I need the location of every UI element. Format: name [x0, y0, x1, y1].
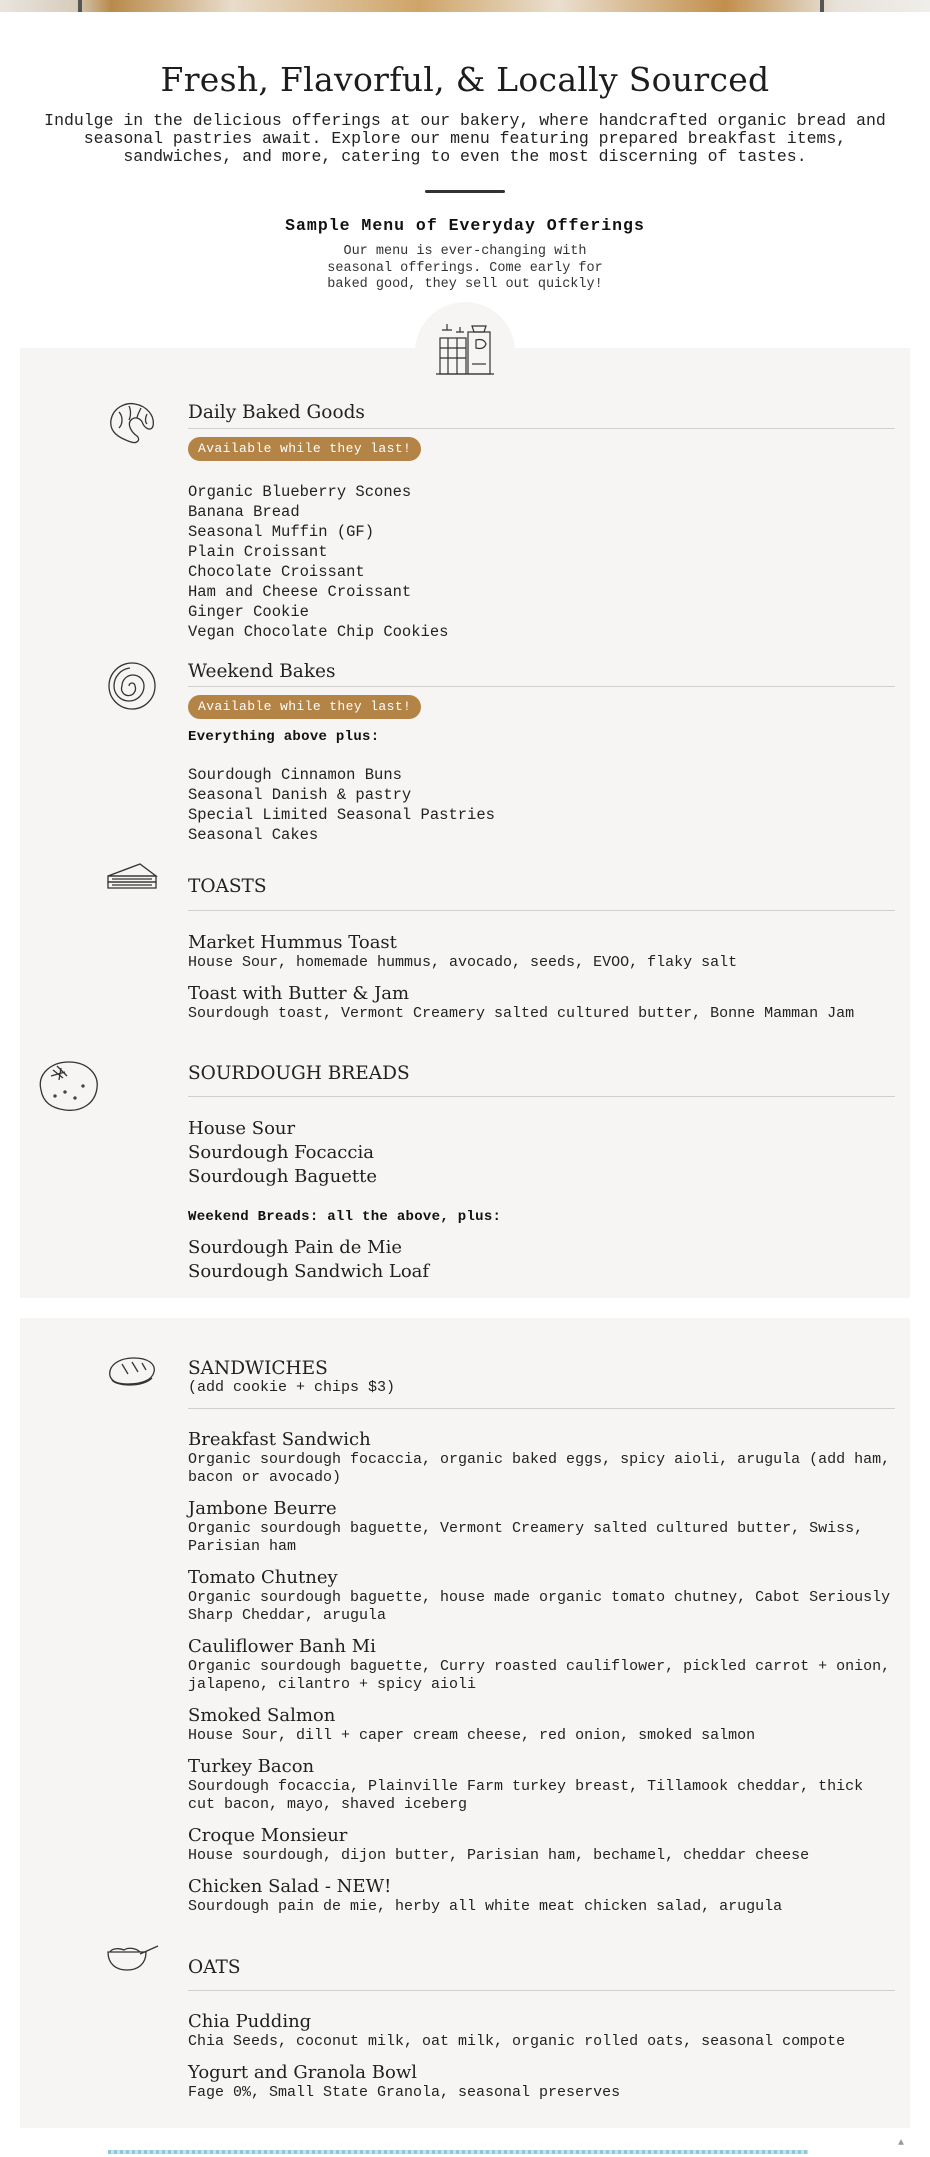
item-name: Turkey Bacon	[188, 1756, 315, 1777]
sample-menu-subtitle: Our menu is ever-changing with seasonal offerings. Come early for baked good, they sell out quickly!	[327, 244, 603, 292]
item-name: Smoked Salmon	[188, 1705, 336, 1726]
bowl-icon	[106, 1944, 160, 1972]
daily-items-list	[188, 482, 448, 642]
scroll-to-top-icon[interactable]: ▲	[897, 2138, 904, 2149]
menu-item	[188, 1498, 898, 1556]
menu-item	[188, 1567, 898, 1625]
item-name: Croque Monsieur	[188, 1825, 348, 1846]
menu-item	[188, 1756, 898, 1814]
weekend-note: Everything above plus:	[188, 729, 380, 745]
intro-paragraph: Indulge in the delicious offerings at our bakery, where handcrafted organic bread and seasonal pastries await. Explore our menu featuring prepared breakfast items, sandwiches, and more, catering to even the most discerning of tastes.	[44, 111, 886, 166]
sandwich-icon	[106, 862, 158, 892]
item-name: Breakfast Sandwich	[188, 1429, 371, 1450]
croissant-icon	[107, 398, 159, 446]
item-name: Chicken Salad - NEW!	[188, 1876, 392, 1897]
sandwiches-title-rule	[188, 1408, 895, 1409]
hero-image-strip	[0, 0, 930, 12]
section-divider	[425, 190, 505, 193]
list-item: Ginger Cookie	[188, 603, 309, 621]
weekend-items-list	[188, 765, 495, 845]
cinnamon-bun-icon	[106, 660, 158, 712]
list-item: Seasonal Cakes	[188, 826, 319, 844]
item-description: Organic sourdough baguette, Curry roasted cauliflower, pickled carrot + onion, jalapeno, cilantro + spicy aioli	[188, 1658, 891, 1693]
item-description: Sourdough focaccia, Plainville Farm turkey breast, Tillamook cheddar, thick cut bacon, mayo, shaved iceberg	[188, 1778, 864, 1813]
item-description: House Sour, homemade hummus, avocado, seeds, EVOO, flaky salt	[188, 954, 738, 971]
item-description: Organic sourdough focaccia, organic baked eggs, spicy aioli, arugula (add ham, bacon or avocado)	[188, 1451, 891, 1486]
oats-title: OATS	[188, 1957, 241, 1978]
weekend-bread-items-list	[188, 1236, 429, 1284]
list-item: Seasonal Muffin (GF)	[188, 523, 375, 541]
menu-item	[188, 1876, 898, 1916]
item-description: Organic sourdough baguette, Vermont Creamery salted cultured butter, Swiss, Parisian ham	[188, 1520, 864, 1555]
menu-item	[188, 1705, 898, 1745]
weekend-bakes-title: Weekend Bakes	[188, 661, 336, 682]
menu-item	[188, 1636, 898, 1694]
hero-frame-right	[820, 0, 824, 12]
bakery-storefront-icon	[428, 318, 502, 376]
item-name: Cauliflower Banh Mi	[188, 1636, 376, 1657]
bread-items-list	[188, 1117, 377, 1189]
sandwiches-subtitle: (add cookie + chips $3)	[188, 1379, 396, 1396]
menu-item	[188, 1429, 898, 1487]
weekend-breads-note: Weekend Breads: all the above, plus:	[188, 1209, 502, 1225]
menu-item	[188, 2062, 898, 2102]
item-description: Organic sourdough baguette, house made organic tomato chutney, Cabot Seriously Sharp Cheddar, arugula	[188, 1589, 891, 1624]
item-name: Tomato Chutney	[188, 1567, 338, 1588]
list-item: Special Limited Seasonal Pastries	[188, 806, 495, 824]
list-item: Chocolate Croissant	[188, 563, 365, 581]
list-item: Banana Bread	[188, 503, 300, 521]
page-headline: Fresh, Flavorful, & Locally Sourced	[160, 60, 770, 99]
weekend-title-rule	[188, 686, 895, 687]
list-item: House Sour	[188, 1118, 296, 1139]
bread-loaf-icon	[35, 1056, 101, 1116]
item-description: Fage 0%, Small State Granola, seasonal preserves	[188, 2084, 621, 2101]
item-name: Yogurt and Granola Bowl	[188, 2062, 417, 2083]
list-item: Sourdough Cinnamon Buns	[188, 766, 402, 784]
list-item: Plain Croissant	[188, 543, 328, 561]
list-item: Sourdough Sandwich Loaf	[188, 1261, 430, 1282]
list-item: Ham and Cheese Croissant	[188, 583, 412, 601]
toasts-title: TOASTS	[188, 876, 267, 897]
daily-title-rule	[188, 428, 895, 429]
sandwiches-title: SANDWICHES	[188, 1358, 328, 1379]
sourdough-breads-title: SOURDOUGH BREADS	[188, 1063, 410, 1084]
list-item: Sourdough Focaccia	[188, 1142, 374, 1163]
list-item: Seasonal Danish & pastry	[188, 786, 412, 804]
footer-image-strip	[108, 2150, 808, 2154]
item-description: House sourdough, dijon butter, Parisian ham, bechamel, cheddar cheese	[188, 1847, 810, 1864]
item-name: Chia Pudding	[188, 2011, 312, 2032]
weekend-availability-badge: Available while they last!	[188, 695, 421, 719]
item-name: Jambone Beurre	[188, 1498, 337, 1519]
list-item: Sourdough Baguette	[188, 1166, 377, 1187]
item-name: Market Hummus Toast	[188, 932, 397, 953]
list-item: Vegan Chocolate Chip Cookies	[188, 623, 449, 641]
item-description: House Sour, dill + caper cream cheese, red onion, smoked salmon	[188, 1727, 756, 1744]
list-item: Sourdough Pain de Mie	[188, 1237, 402, 1258]
hero-frame-left	[78, 0, 82, 12]
menu-item	[188, 2011, 898, 2051]
daily-availability-badge: Available while they last!	[188, 437, 421, 461]
list-item: Organic Blueberry Scones	[188, 483, 412, 501]
toasts-title-rule	[188, 910, 895, 911]
menu-item	[188, 932, 898, 972]
bread-roll-icon	[106, 1354, 158, 1390]
sample-menu-title: Sample Menu of Everyday Offerings	[285, 216, 645, 235]
item-description: Chia Seeds, coconut milk, oat milk, organic rolled oats, seasonal compote	[188, 2033, 846, 2050]
menu-item	[188, 1825, 898, 1865]
item-description: Sourdough pain de mie, herby all white meat chicken salad, arugula	[188, 1898, 783, 1915]
item-description: Sourdough toast, Vermont Creamery salted cultured butter, Bonne Mamman Jam	[188, 1005, 855, 1022]
item-name: Toast with Butter & Jam	[188, 983, 410, 1004]
oats-title-rule	[188, 1990, 895, 1991]
daily-baked-goods-title: Daily Baked Goods	[188, 402, 365, 423]
breads-title-rule	[188, 1096, 895, 1097]
menu-item	[188, 983, 898, 1023]
